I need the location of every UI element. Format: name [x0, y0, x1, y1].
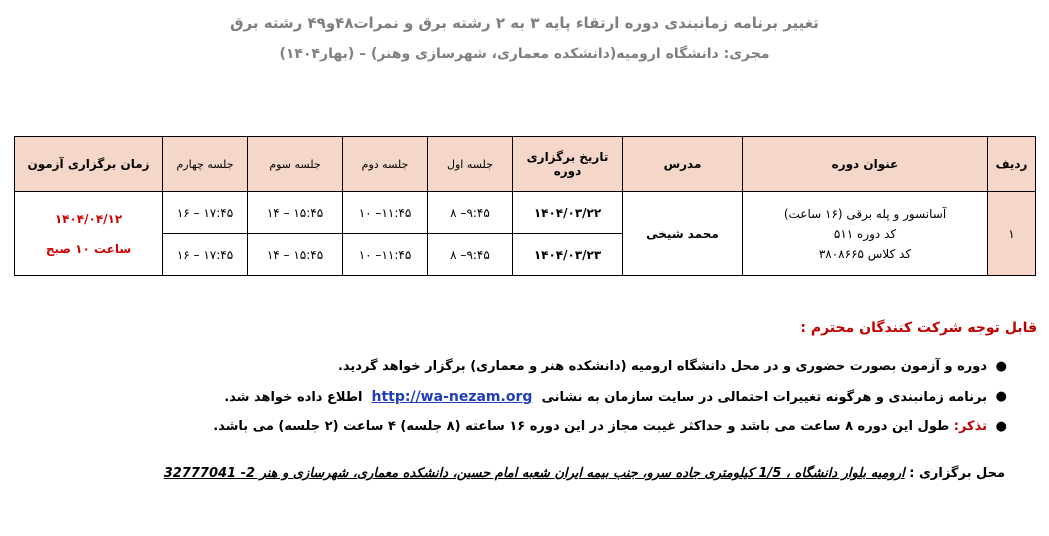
- session-3-time: ۱۵:۴۵ – ۱۴: [248, 192, 343, 234]
- page-title: تغییر برنامه زمانبندی دوره ارتقاء پایه ۳ به ۲ رشته برق و نمرات۴۸و۴۹ رشته برق: [230, 14, 819, 32]
- exam-time: ساعت ۱۰ صبح: [45, 241, 132, 256]
- session-date: ۱۴۰۴/۰۳/۲۳: [513, 234, 623, 276]
- page-subtitle: مجری: دانشگاه ارومیه(دانشکده معماری، شهرسازی وهنر) – (بهار۱۴۰۴): [279, 46, 770, 62]
- venue-address: ارومیه بلوار دانشگاه ، 1/5 کیلومتری جاده سرو، جنب بیمه ایران شعبه امام حسین، دانشکده معماری، شهرسازی و هنر 2- 32777041: [163, 466, 905, 481]
- session-2-time: ۱۱:۴۵– ۱۰: [343, 192, 428, 234]
- header-session-4: جلسه چهارم: [163, 137, 248, 192]
- teacher-name: محمد شیخی: [623, 192, 743, 276]
- course-name: آسانسور و پله برقی (۱۶ ساعت): [783, 206, 947, 221]
- session-4-time: ۱۷:۴۵ – ۱۶: [163, 234, 248, 276]
- notice-heading: قابل توجه شرکت کنندگان محترم :: [800, 320, 1037, 336]
- bullet-icon: ●: [995, 419, 1007, 434]
- notice-list: [87, 354, 1007, 444]
- header-course-date: تاریخ برگزاری دوره: [513, 137, 623, 192]
- session-1-time: ۹:۴۵– ۸: [428, 192, 513, 234]
- course-cell: [743, 192, 988, 276]
- table-header-row: [15, 137, 1036, 192]
- header-teacher: مدرس: [623, 137, 743, 192]
- session-3-time: ۱۵:۴۵ – ۱۴: [248, 234, 343, 276]
- notice-item-3: طول این دوره ۸ ساعت می باشد و حداکثر غیبت مجاز در این دوره ۱۶ ساعته (۸ جلسه) ۴ ساعت (۲ جلسه) می باشد.: [213, 419, 950, 434]
- schedule-table: [14, 136, 1036, 276]
- header-session-1: جلسه اول: [428, 137, 513, 192]
- exam-cell: [15, 192, 163, 276]
- notice-item-2-after: اطلاع داده خواهد شد.: [224, 390, 363, 405]
- venue-label: محل برگزاری :: [909, 466, 1005, 481]
- row-number: ۱: [988, 192, 1036, 276]
- table-row: [15, 192, 1036, 234]
- list-item: [87, 384, 1007, 414]
- session-1-time: ۹:۴۵– ۸: [428, 234, 513, 276]
- list-item: [87, 354, 1007, 384]
- venue-line: [164, 466, 1005, 481]
- website-link[interactable]: http://wa-nezam.org: [371, 389, 533, 405]
- notice-item-2-before: برنامه زمانبندی و هرگونه تغییرات احتمالی در سایت سازمان به نشانی: [541, 390, 987, 405]
- bullet-icon: ●: [995, 359, 1007, 374]
- header-row-number: ردیف: [988, 137, 1036, 192]
- session-date: ۱۴۰۴/۰۳/۲۲: [513, 192, 623, 234]
- list-item: [87, 414, 1007, 444]
- notice-item-1: دوره و آزمون بصورت حضوری و در محل دانشگاه ارومیه (دانشکده هنر و معماری) برگزار خواهد گردید.: [337, 359, 987, 374]
- exam-date: ۱۴۰۴/۰۴/۱۲: [54, 211, 123, 226]
- reminder-label: تذکر:: [953, 419, 987, 434]
- session-2-time: ۱۱:۴۵– ۱۰: [343, 234, 428, 276]
- header-course-title: عنوان دوره: [743, 137, 988, 192]
- header-session-2: جلسه دوم: [343, 137, 428, 192]
- course-code: کد دوره ۵۱۱: [833, 226, 897, 241]
- class-code: کد کلاس ۳۸۰۸۶۶۵: [818, 246, 912, 261]
- bullet-icon: ●: [995, 389, 1007, 404]
- header-session-3: جلسه سوم: [248, 137, 343, 192]
- session-4-time: ۱۷:۴۵ – ۱۶: [163, 192, 248, 234]
- header-exam-time: زمان برگزاری آزمون: [15, 137, 163, 192]
